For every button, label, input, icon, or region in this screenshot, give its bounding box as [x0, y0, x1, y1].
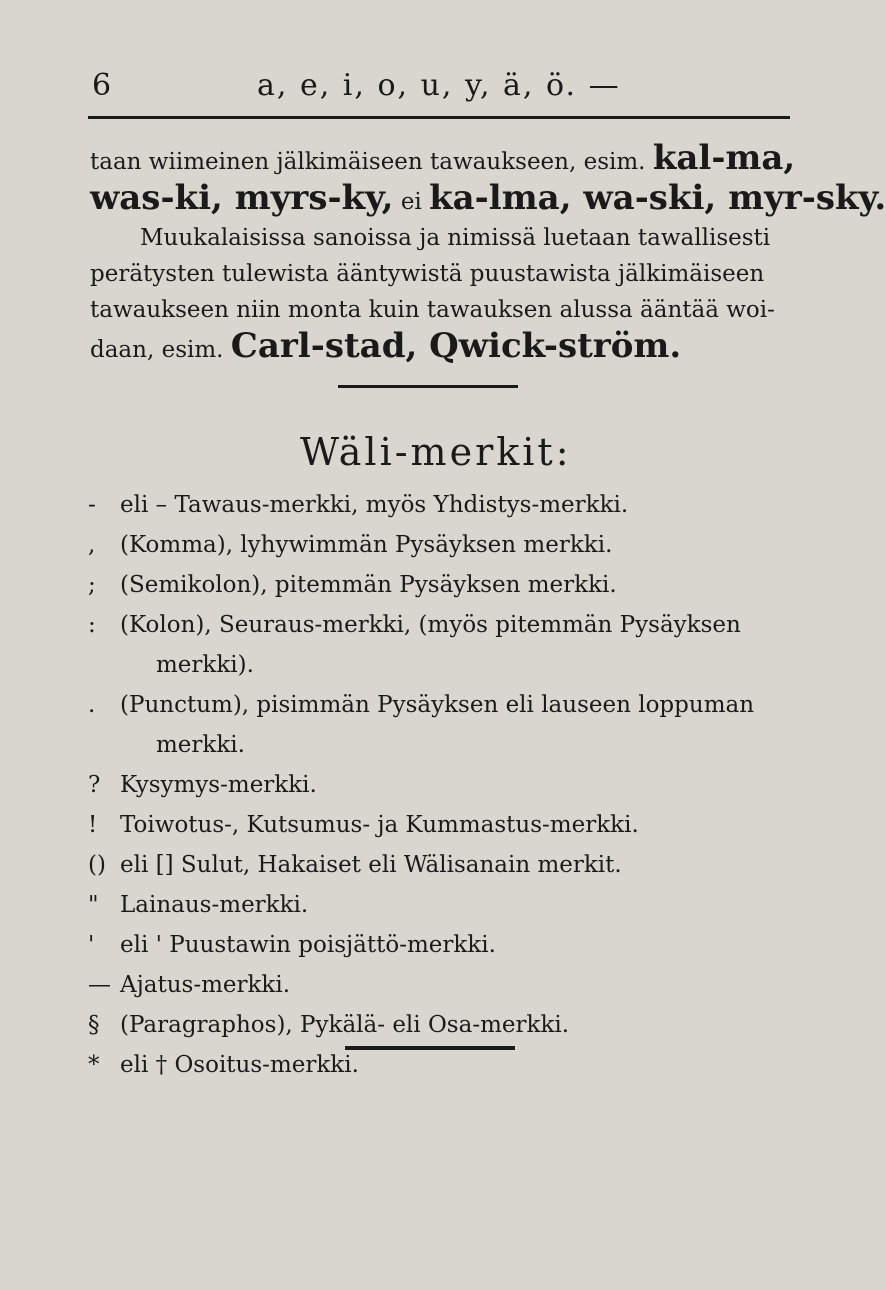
punctuation-symbol: -: [88, 492, 96, 518]
entry-text: eli ' Puustawin poisjättö-merkki.: [120, 932, 496, 958]
paragraph-line: [90, 328, 795, 364]
punctuation-list: [88, 485, 793, 1085]
list-item: [88, 965, 793, 1005]
entry-text: eli † Osoitus-merkki.: [120, 1052, 359, 1078]
section-title: Wäli-merkit:: [300, 430, 572, 474]
list-item: [88, 1005, 793, 1045]
entry-text: eli [] Sulut, Hakaiset eli Wälisanain merkit.: [120, 852, 622, 878]
punctuation-symbol: (): [88, 852, 106, 878]
example-word: was-ki, myrs-ky,: [90, 178, 394, 218]
entry-text: (Paragraphos), Pykälä- eli Osa-merkki.: [120, 1012, 570, 1038]
header-title: a, e, i, o, u, y, ä, ö. —: [257, 68, 621, 103]
page-number: 6: [92, 68, 112, 103]
entry-continuation: merkki).: [156, 652, 254, 678]
list-item: [88, 845, 793, 885]
list-item: [88, 485, 793, 525]
page-header: [92, 68, 792, 108]
punctuation-symbol: :: [88, 612, 96, 638]
paragraph-line: [90, 178, 886, 218]
entry-text: (Komma), lyhywimmän Pysäyksen merkki.: [120, 532, 613, 558]
paragraph-syllable-examples: [90, 138, 886, 218]
paragraph-line: [90, 140, 795, 176]
punctuation-symbol: ;: [88, 572, 96, 598]
punctuation-symbol: *: [88, 1052, 100, 1078]
list-item: [88, 805, 793, 845]
example-word: Carl-stad, Qwick-ström.: [230, 326, 682, 366]
punctuation-symbol: ": [88, 892, 99, 918]
paragraph-text: taan wiimeinen jälkimäiseen tawaukseen, esim.: [90, 149, 646, 175]
list-item: [88, 925, 793, 965]
entry-text: (Kolon), Seuraus-merkki, (myös pitemmän Pysäyksen: [120, 612, 741, 638]
list-item: [88, 885, 793, 925]
punctuation-symbol: ?: [88, 772, 101, 798]
punctuation-symbol: ': [88, 932, 95, 958]
punctuation-symbol: .: [88, 692, 96, 718]
entry-text: Toiwotus-, Kutsumus- ja Kummastus-merkki.: [120, 812, 639, 838]
list-item: [88, 605, 793, 685]
paragraph-line: Muukalaisissa sanoissa ja nimissä luetaan tawallisesti: [140, 225, 771, 251]
list-item: [88, 565, 793, 605]
list-item: [88, 1045, 793, 1085]
entry-text: (Punctum), pisimmän Pysäyksen eli lauseen loppuman: [120, 692, 755, 718]
punctuation-symbol: —: [88, 972, 111, 998]
list-item: [88, 525, 793, 565]
paragraph-line: perätysten tulewista ääntywistä puustawista jälkimäiseen: [90, 261, 765, 287]
header-rule: [88, 116, 790, 119]
list-item: [88, 685, 793, 765]
section-divider: [338, 385, 518, 388]
entry-text: Kysymys-merkki.: [120, 772, 317, 798]
paragraph-text: ei: [400, 189, 422, 215]
entry-text: eli – Tawaus-merkki, myös Yhdistys-merkki.: [120, 492, 629, 518]
entry-text: (Semikolon), pitemmän Pysäyksen merkki.: [120, 572, 617, 598]
entry-text: Ajatus-merkki.: [120, 972, 291, 998]
paragraph-foreign-names: [90, 220, 795, 364]
paragraph-line: tawaukseen niin monta kuin tawauksen alussa ääntää woi-: [90, 297, 775, 323]
example-word: ka-lma, wa-ski, myr-sky.: [429, 178, 886, 218]
paragraph-text: daan, esim.: [90, 337, 224, 363]
punctuation-symbol: §: [88, 1012, 100, 1038]
example-word: kal-ma,: [652, 138, 796, 178]
list-item: [88, 765, 793, 805]
punctuation-symbol: ,: [88, 532, 96, 558]
entry-continuation: merkki.: [156, 732, 245, 758]
punctuation-symbol: !: [88, 812, 98, 838]
closing-rule: [345, 1046, 515, 1050]
entry-text: Lainaus-merkki.: [120, 892, 309, 918]
